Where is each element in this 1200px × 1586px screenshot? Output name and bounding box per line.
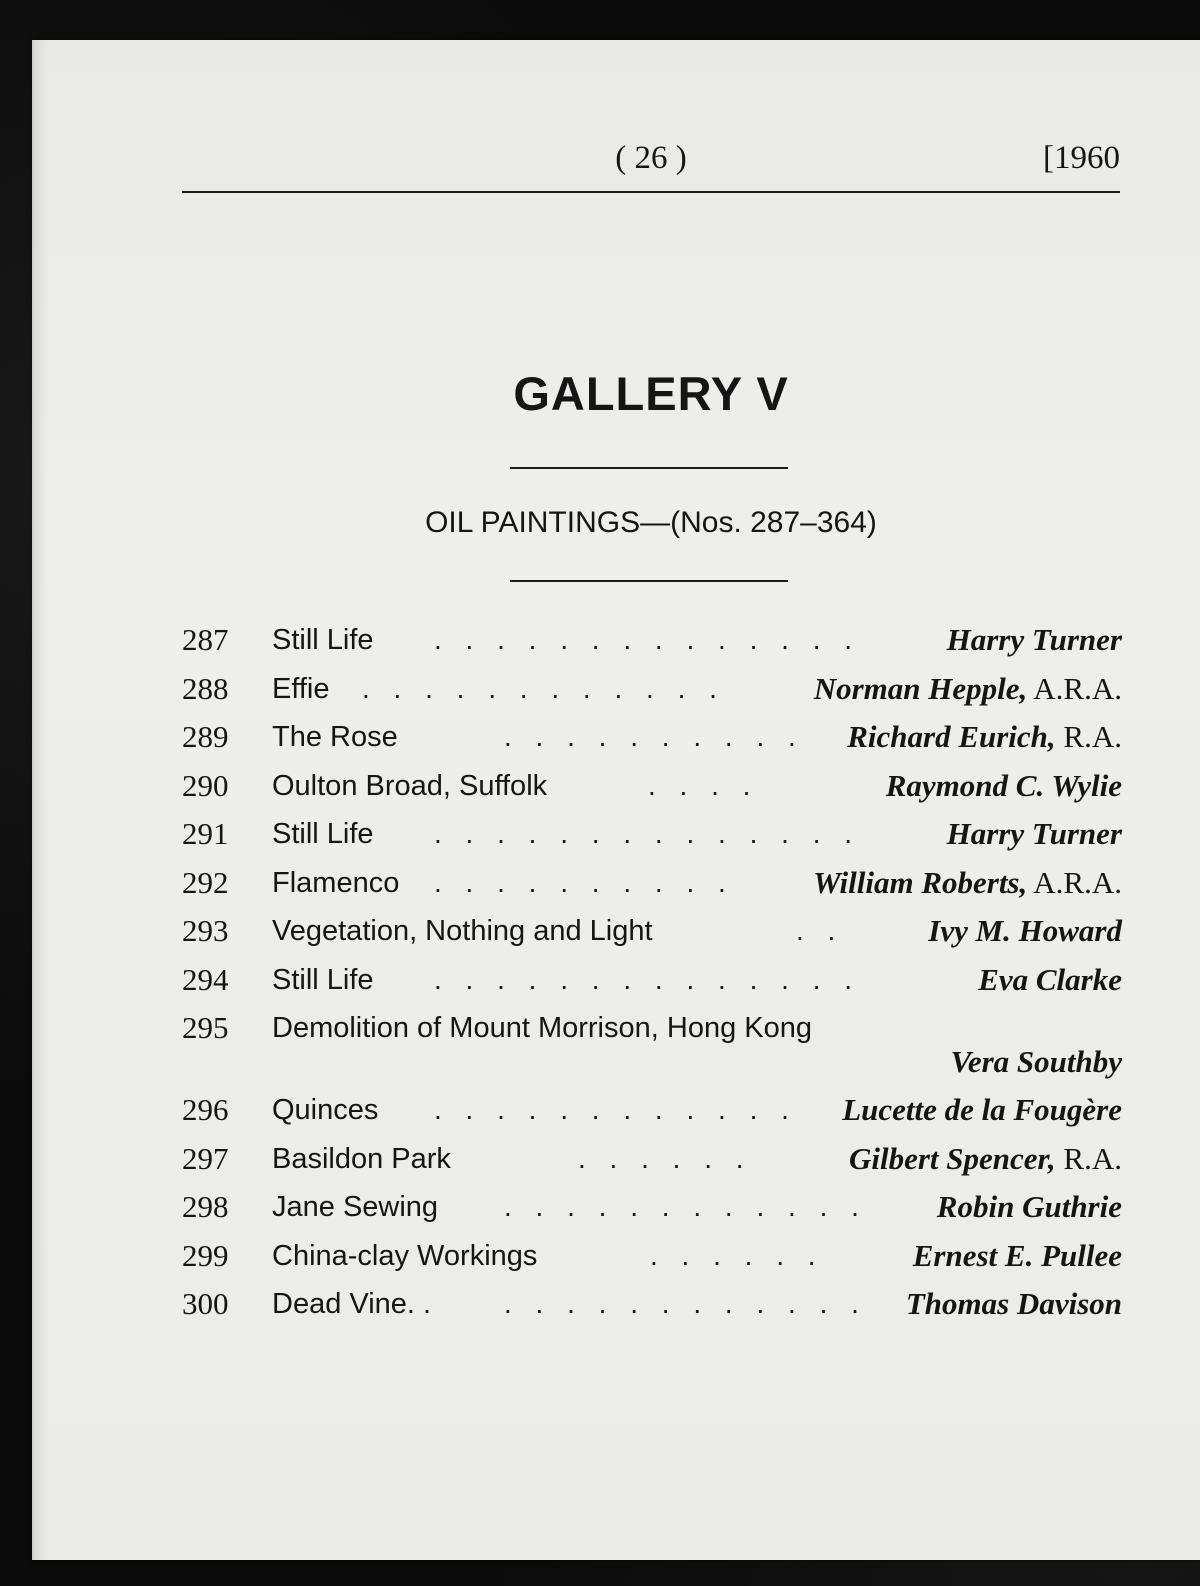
entry-number: 287 [182, 622, 229, 657]
entry-artist [849, 1135, 1122, 1183]
artist-honours: R.A. [1063, 719, 1122, 754]
entry-artist [886, 762, 1122, 810]
entry-artist [947, 616, 1122, 664]
artist-name: William Roberts, [813, 864, 1028, 900]
artist-name: Norman Hepple, [813, 670, 1028, 706]
entry-number: 288 [182, 670, 229, 706]
entry-title: Quinces [272, 1094, 379, 1126]
entry-artist [814, 665, 1122, 713]
entry-artist [913, 1232, 1122, 1280]
entry-artist [951, 1038, 1122, 1086]
page-year: [1960 [1043, 140, 1120, 176]
entry-artist [937, 1183, 1122, 1231]
entry-artist [906, 1280, 1122, 1328]
entry-number: 298 [182, 1189, 229, 1224]
entry-number: 289 [182, 719, 229, 754]
artist-name: Robin Guthrie [936, 1189, 1122, 1224]
artist-name: Harry Turner [946, 622, 1122, 657]
leader-dots: . . . . . . . . . . . . [504, 1288, 861, 1319]
leader-dots: . . . . . . . . . . . . . . [434, 963, 855, 995]
leader-dots: . . . . . . [650, 1239, 818, 1271]
entry-artist [947, 810, 1122, 858]
gallery-title: GALLERY V [513, 367, 789, 420]
artist-name: Harry Turner [946, 816, 1122, 851]
title-rule [510, 467, 788, 469]
list-item [182, 762, 1122, 811]
entry-title: Demolition of Mount Morrison, Hong Kong [272, 1012, 812, 1044]
list-item [182, 810, 1122, 859]
artist-name: Ernest E. Pullee [912, 1237, 1122, 1273]
list-item [182, 1004, 1122, 1086]
entry-number: 294 [182, 961, 229, 997]
artist-honours: A.R.A. [1033, 864, 1122, 900]
artist-name: Raymond C. Wylie [885, 767, 1122, 803]
artist-name: Richard Eurich, [847, 719, 1056, 754]
list-item [182, 1183, 1122, 1232]
entry-title: Vegetation, Nothing and Light [272, 915, 653, 947]
section-subtitle: OIL PAINTINGS—(Nos. 287–364) [425, 506, 877, 539]
leader-dots: . . . . . . . . . . . . [434, 1094, 791, 1125]
artist-name: Lucette de la Fougère [842, 1092, 1122, 1127]
artist-name: Gilbert Spencer, [849, 1140, 1056, 1176]
leader-dots: . . . . . . . . . . . . [362, 672, 719, 704]
entry-number: 293 [182, 913, 229, 948]
entry-artist [813, 859, 1122, 907]
entry-title: Oulton Broad, Suffolk [272, 769, 548, 802]
entry-title: Still Life [272, 963, 374, 996]
leader-dots: . . . . [648, 769, 753, 801]
entry-number: 295 [182, 1010, 229, 1045]
entry-title: Still Life [272, 624, 374, 656]
page-header [182, 140, 1120, 190]
entry-title: Flamenco [272, 866, 400, 899]
entry-artist [978, 956, 1122, 1004]
entry-number: 297 [182, 1140, 229, 1176]
entry-title: The Rose [272, 721, 398, 753]
entry-number: 299 [182, 1237, 229, 1273]
list-item [182, 713, 1122, 762]
entry-title: Dead Vine. . [272, 1288, 432, 1320]
artist-name: Ivy M. Howard [928, 913, 1122, 948]
leader-dots: . . . . . . . . . . . . [504, 1191, 861, 1222]
entry-number: 291 [182, 816, 229, 851]
entry-number: 292 [182, 864, 229, 900]
entry-list [182, 616, 1122, 1329]
leader-dots: . . [796, 915, 838, 946]
list-item [182, 665, 1122, 714]
artist-name: Thomas Davison [905, 1286, 1122, 1321]
leader-dots: . . . . . . . . . . . . . . [434, 624, 855, 655]
list-item [182, 1232, 1122, 1281]
artist-honours: R.A. [1063, 1140, 1122, 1176]
leader-dots: . . . . . . . . . . [434, 866, 728, 898]
entry-title: Basildon Park [272, 1142, 451, 1175]
entry-number: 290 [182, 767, 229, 803]
entry-artist [842, 1086, 1122, 1134]
list-item [182, 1086, 1122, 1135]
list-item [182, 956, 1122, 1005]
leader-dots: . . . . . . . . . . [504, 721, 798, 752]
list-item [182, 616, 1122, 665]
artist-honours: A.R.A. [1033, 670, 1122, 706]
entry-title: Effie [272, 672, 330, 705]
entry-title: Jane Sewing [272, 1191, 439, 1223]
entry-number: 300 [182, 1286, 229, 1321]
entry-artist [928, 907, 1122, 955]
list-item [182, 907, 1122, 956]
entry-artist [847, 713, 1122, 761]
entry-title: Still Life [272, 818, 374, 850]
list-item [182, 1135, 1122, 1184]
artist-name: Eva Clarke [978, 961, 1122, 997]
header-rule [182, 191, 1120, 193]
entry-title: China-clay Workings [272, 1239, 538, 1272]
list-item [182, 859, 1122, 908]
subtitle-rule [510, 580, 788, 582]
leader-dots: . . . . . . [578, 1142, 746, 1174]
catalogue-page [34, 40, 1200, 1560]
entry-number: 296 [182, 1092, 229, 1127]
page-number: ( 26 ) [615, 140, 687, 176]
list-item [182, 1280, 1122, 1329]
leader-dots: . . . . . . . . . . . . . . [434, 818, 855, 849]
artist-name: Vera Southby [950, 1044, 1122, 1079]
